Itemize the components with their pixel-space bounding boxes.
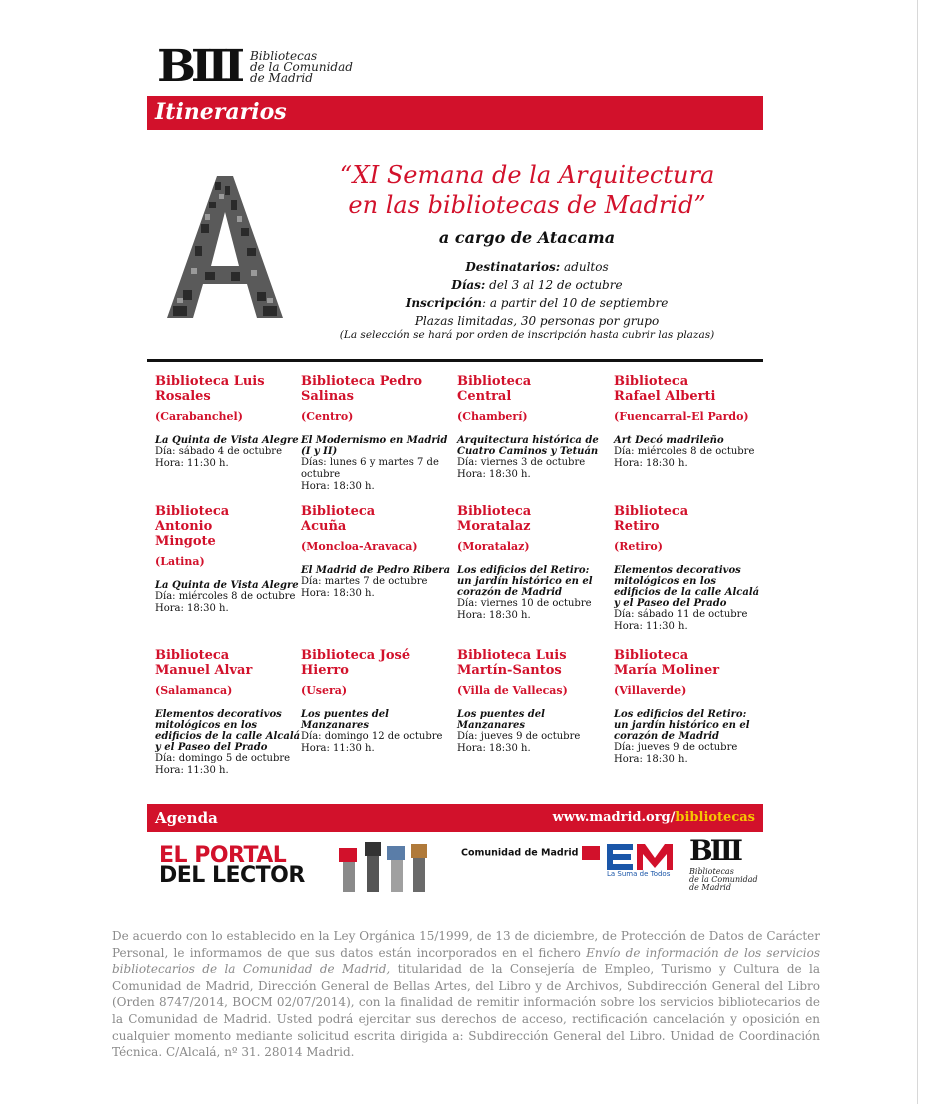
activity-title: Los edificios del Retiro: un jardín histórico en el corazón de Madrid <box>614 709 750 742</box>
portal-del-lector-logo: EL PORTAL DEL LECTOR <box>159 843 305 888</box>
divider <box>147 359 763 362</box>
activity-day: Día: miércoles 8 de octubre <box>614 446 755 457</box>
library-name: Biblioteca Retiro <box>614 504 689 534</box>
activity-day: Día: jueves 9 de octubre <box>457 731 581 742</box>
activity-day: Día: sábado 4 de octubre <box>155 446 283 457</box>
activity-title: Los puentes del Manzanares <box>457 709 545 731</box>
comunidad-de-madrid-logo: Comunidad de Madrid <box>461 846 600 860</box>
library-card <box>457 504 607 622</box>
activity-title: La Quinta de Vista Alegre <box>155 580 299 591</box>
library-name: Biblioteca Moratalaz <box>457 504 532 534</box>
library-district: (Salamanca) <box>155 684 233 697</box>
section-title: Itinerarios <box>155 99 287 125</box>
destinatarios-line: Destinatarios: adultos <box>465 260 609 274</box>
library-district: (Centro) <box>301 410 354 423</box>
activity-title: Arquitectura histórica de Cuatro Caminos y Tetuán <box>457 435 599 457</box>
dias-line: Días: del 3 al 12 de octubre <box>451 278 623 292</box>
activity-title: Art Decó madrileño <box>614 435 724 446</box>
library-card <box>614 504 764 633</box>
activity-day: Día: viernes 3 de octubre <box>457 457 586 468</box>
library-district: (Carabanchel) <box>155 410 243 423</box>
website-link[interactable]: www.madrid.org/bibliotecas <box>552 810 755 825</box>
activity-title: El Modernismo en Madrid (I y II) <box>301 435 448 457</box>
library-card <box>155 648 305 777</box>
activity-day: Día: viernes 10 de octubre <box>457 598 592 609</box>
section-banner <box>147 96 763 130</box>
library-name: Biblioteca Antonio Mingote <box>155 504 230 549</box>
activity-title: Elementos decorativos mitológicos en los edificios de la calle Alcalá y el Paseo del Prado <box>614 565 760 609</box>
library-name: Biblioteca Acuña <box>301 504 376 534</box>
activity-title: La Quinta de Vista Alegre <box>155 435 299 446</box>
event-subtitle: a cargo de Atacama <box>438 228 616 247</box>
bibliotecas-logo-small: BIII Bibliotecas de la Comunidad de Madrid <box>689 834 758 892</box>
library-card <box>457 374 607 481</box>
activity-title: El Madrid de Pedro Ribera <box>301 565 451 576</box>
library-name: Biblioteca María Moliner <box>614 648 720 678</box>
flag-icon <box>582 846 600 860</box>
activity-hour: Hora: 18:30 h. <box>457 610 531 621</box>
activity-title: Los puentes del Manzanares <box>301 709 389 731</box>
library-district: (Villa de Vallecas) <box>457 684 568 697</box>
bibliotecas-logo <box>157 41 353 92</box>
activity-hour: Hora: 18:30 h. <box>155 603 229 614</box>
library-name: Biblioteca Manuel Alvar <box>155 648 253 678</box>
activity-day: Día: domingo 5 de octubre <box>155 753 291 764</box>
library-district: (Usera) <box>301 684 348 697</box>
library-name: Biblioteca Luis Martín-Santos <box>457 648 567 678</box>
activity-day: Día: miércoles 8 de octubre <box>155 591 296 602</box>
logo-text: Bibliotecas de la Comunidad de Madrid <box>249 48 353 85</box>
activity-hour: Hora: 18:30 h. <box>614 458 688 469</box>
library-card <box>155 374 305 470</box>
library-card <box>301 374 451 493</box>
activity-hour: Hora: 18:30 h. <box>614 754 688 765</box>
activity-hour: Hora: 11:30 h. <box>614 621 688 632</box>
activity-hour: Hora: 18:30 h. <box>457 743 531 754</box>
event-info <box>347 258 727 330</box>
library-district: (Latina) <box>155 555 205 568</box>
library-district: (Moncloa-Aravaca) <box>301 540 418 553</box>
activity-hour: Hora: 11:30 h. <box>155 765 229 776</box>
activity-hour: Hora: 11:30 h. <box>301 743 375 754</box>
agenda-banner <box>147 804 763 832</box>
legal-notice: De acuerdo con lo establecido en la Ley Orgánica 15/1999, de 13 de diciembre, de Protección de Datos de Carácter Personal, le informamos de que sus datos están incorporados en el fichero Envío de información de los servicios bibliotecarios de la Comunidad de Madrid, titularidad de la Consejería de Empleo, Turismo y Cultura de la Comunidad de Madrid, Dirección General de Bellas Artes, del Libro y de Archivos, Subdirección General del Libro (Orden 8747/2014, BOCM 02/07/2014), con la finalidad de remitir información sobre los servicios bibliotecarios de la Comunidad de Madrid. Usted podrá ejercitar sus derechos de acceso, rectificación cancelación y oposición en cualquier momento mediante solicitud escrita dirigida a: Subdirección General del Libro. Unidad de Coordinación Técnica. C/Alcalá, nº 31. 28014 Madrid. <box>112 929 820 1060</box>
activity-title: Elementos decorativos mitológicos en los edificios de la calle Alcalá y el Paseo del Prado <box>155 709 301 753</box>
readers-illustration <box>335 840 431 894</box>
inscripcion-line: Inscripción: a partir del 10 de septiembre <box>405 296 669 310</box>
library-card <box>301 648 451 755</box>
activity-day: Día: domingo 12 de octubre <box>301 731 443 742</box>
letter-a-collage-image <box>165 172 285 322</box>
library-name: Biblioteca Rafael Alberti <box>614 374 716 404</box>
library-name: Biblioteca Pedro Salinas <box>301 374 423 404</box>
library-district: (Villaverde) <box>614 684 687 697</box>
event-title: “XI Semana de la Arquitectura en las bibliotecas de Madrid” <box>339 161 715 219</box>
activity-hour: Hora: 18:30 h. <box>301 481 375 492</box>
plazas-line: Plazas limitadas, 30 personas por grupo <box>414 314 660 328</box>
scrollbar[interactable] <box>917 0 931 1104</box>
activity-hour: Hora: 18:30 h. <box>457 469 531 480</box>
library-district: (Retiro) <box>614 540 663 553</box>
activity-hour: Hora: 11:30 h. <box>155 458 229 469</box>
activity-day: Día: sábado 11 de octubre <box>614 609 748 620</box>
library-district: (Chamberí) <box>457 410 528 423</box>
activity-hour: Hora: 18:30 h. <box>301 588 375 599</box>
library-card <box>614 648 764 766</box>
activity-title: Los edificios del Retiro: un jardín histórico en el corazón de Madrid <box>457 565 593 598</box>
logo-mark: BIII <box>157 41 240 92</box>
selection-note: (La selección se hará por orden de inscripción hasta cubrir las plazas) <box>339 329 715 341</box>
agenda-label: Agenda <box>155 809 218 827</box>
activity-day: Días: lunes 6 y martes 7 de octubre <box>301 457 439 480</box>
activity-day: Día: martes 7 de octubre <box>301 576 428 587</box>
library-card <box>614 374 764 470</box>
library-district: (Fuencarral-El Pardo) <box>614 410 749 423</box>
library-card <box>301 504 451 600</box>
library-card <box>155 504 305 615</box>
library-name: Biblioteca Luis Rosales <box>155 374 265 404</box>
la-suma-de-todos-logo <box>605 838 675 886</box>
library-district: (Moratalaz) <box>457 540 530 553</box>
activity-day: Día: jueves 9 de octubre <box>614 742 738 753</box>
suma-text: La Suma de Todos <box>607 870 671 878</box>
library-name: Biblioteca Central <box>457 374 532 404</box>
library-name: Biblioteca José Hierro <box>301 648 411 678</box>
library-card <box>457 648 607 755</box>
